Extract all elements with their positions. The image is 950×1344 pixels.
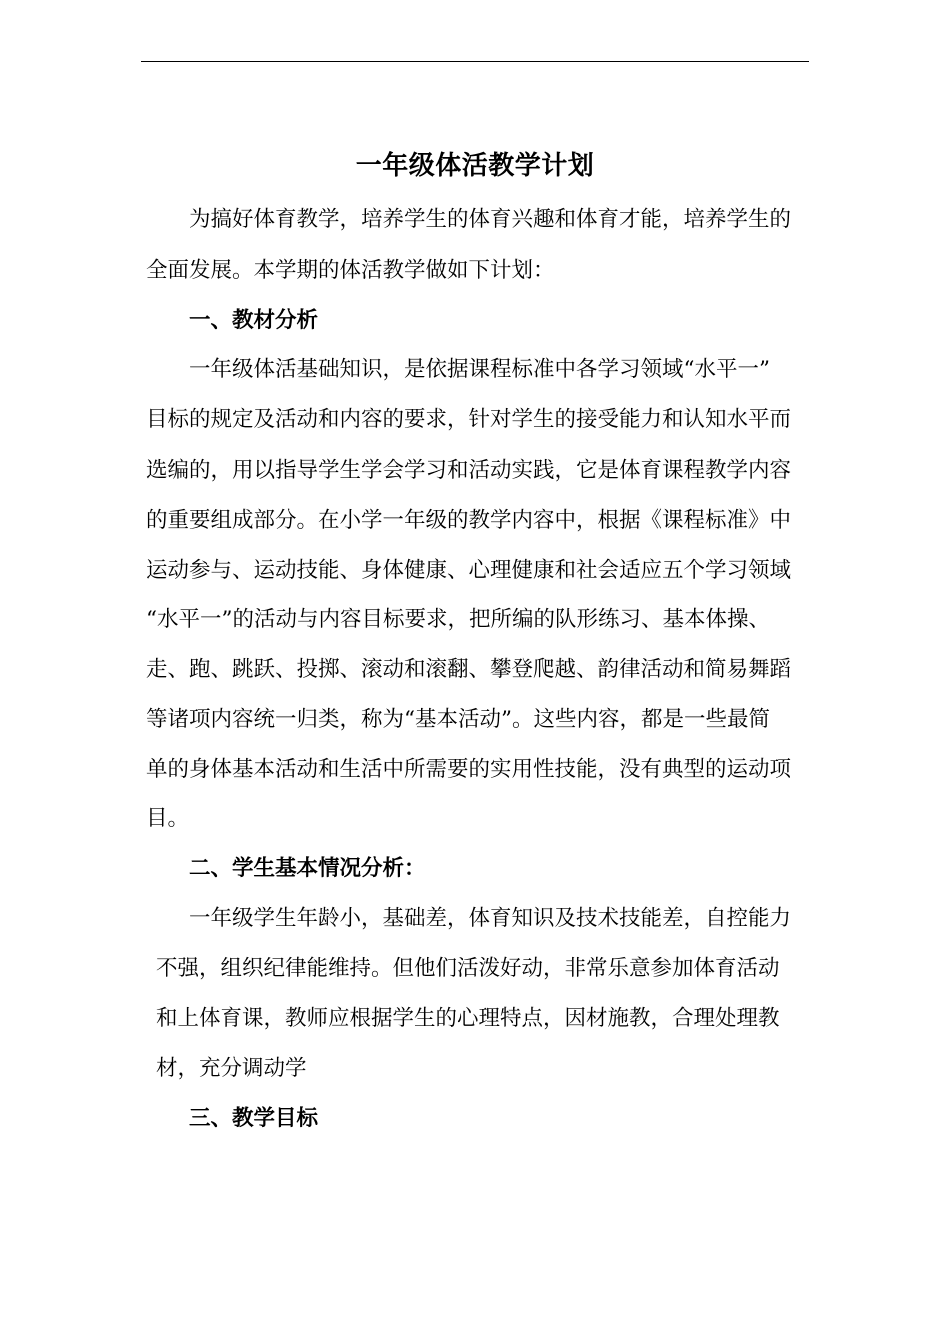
- section2-line-1: 一年级学生年龄小，基础差，体育知识及技术技能差，自控能力: [189, 906, 792, 931]
- section1-heading: 一、教材分析: [189, 308, 319, 333]
- intro-line-1: 为搞好体育教学，培养学生的体育兴趣和体育才能，培养学生的: [189, 207, 792, 232]
- section1-line-8: 等诸项内容统一归类，称为“基本活动”。这些内容，都是一些最简: [146, 707, 770, 732]
- section2-line-4: 材，充分调动学: [156, 1056, 307, 1081]
- section1-line-1: 一年级体活基础知识，是依据课程标准中各学习领域“水平一”: [189, 357, 770, 382]
- section3-heading: 三、教学目标: [189, 1106, 319, 1131]
- section2-heading: 二、学生基本情况分析：: [189, 856, 426, 881]
- section2-line-2: 不强，组织纪律能维持。但他们活泼好动，非常乐意参加体育活动: [156, 956, 780, 981]
- section2-line-3: 和上体育课，教师应根据学生的心理特点，因材施教，合理处理教: [156, 1006, 780, 1031]
- section1-line-6: “水平一”的活动与内容目标要求，把所编的队形练习、基本体操、: [146, 607, 770, 632]
- section1-line-7: 走、跑、跳跃、投掷、滚动和滚翻、攀登爬越、韵律活动和简易舞蹈: [146, 657, 792, 682]
- intro-line-2: 全面发展。本学期的体活教学做如下计划：: [146, 258, 555, 283]
- section1-line-9: 单的身体基本活动和生活中所需要的实用性技能，没有典型的运动项: [146, 757, 792, 782]
- section1-line-3: 选编的，用以指导学生学会学习和活动实践，它是体育课程教学内容: [146, 458, 792, 483]
- section1-line-4: 的重要组成部分。在小学一年级的教学内容中，根据《课程标准》中: [146, 508, 792, 533]
- document-title: 一年级体活教学计划: [355, 151, 595, 181]
- section1-line-10: 目。: [146, 806, 190, 831]
- section1-line-2: 目标的规定及活动和内容的要求，针对学生的接受能力和认知水平而: [146, 407, 792, 432]
- section1-line-5: 运动参与、运动技能、身体健康、心理健康和社会适应五个学习领域: [146, 558, 792, 583]
- header-rule: [141, 61, 809, 62]
